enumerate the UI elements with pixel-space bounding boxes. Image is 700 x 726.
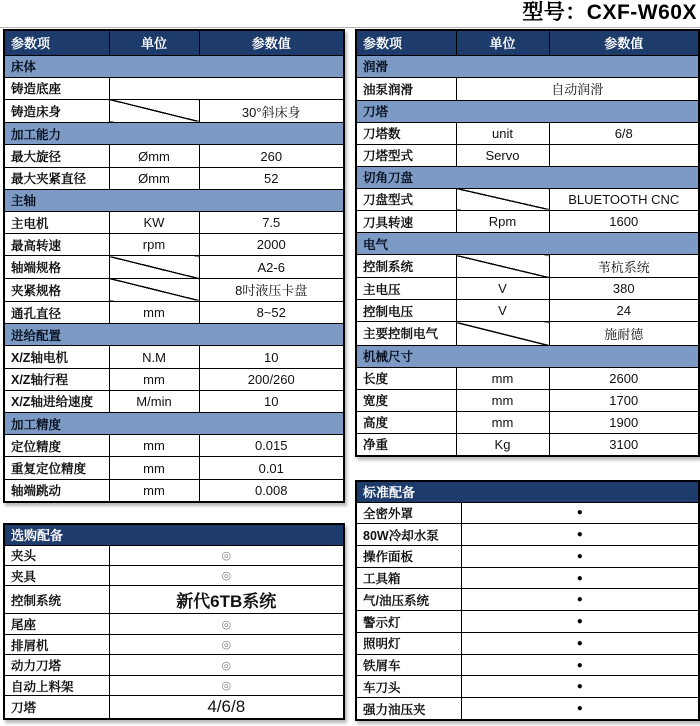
equipment-row <box>4 586 344 614</box>
param-value <box>109 77 344 99</box>
spec-row <box>356 322 699 345</box>
param-unit: mm <box>456 411 549 433</box>
spec-row <box>4 234 344 256</box>
param-value: 10 <box>199 390 344 412</box>
equipment-row <box>4 614 344 634</box>
equipment-label: 操作面板 <box>356 545 461 567</box>
spec-row <box>356 255 699 278</box>
param-value: 7.5 <box>199 212 344 234</box>
equipment-row <box>356 545 699 567</box>
left-spec-table <box>3 29 345 503</box>
column-header: 参数项 <box>356 30 456 55</box>
section-label: 加工精度 <box>4 413 344 435</box>
equipment-label: 80W冷却水泵 <box>356 524 461 546</box>
optional-mark-icon: ◎ <box>109 655 344 675</box>
param-label: X/Z轴进给速度 <box>4 390 109 412</box>
param-label: 刀具转速 <box>356 210 456 232</box>
standard-dot-icon: ● <box>461 654 699 676</box>
param-value: 10 <box>199 346 344 368</box>
param-label: 夹紧规格 <box>4 278 109 301</box>
param-value: 0.01 <box>199 457 344 479</box>
param-value: 24 <box>549 300 699 322</box>
section-label: 主轴 <box>4 189 344 211</box>
equipment-row <box>4 634 344 654</box>
param-unit: N.M <box>109 346 199 368</box>
equipment-row <box>356 698 699 720</box>
column-header: 单位 <box>456 30 549 55</box>
standard-dot-icon: ● <box>461 676 699 698</box>
diagonal-slash-cell <box>109 278 199 301</box>
param-label: 主要控制电气 <box>356 322 456 345</box>
equipment-row <box>4 696 344 719</box>
standard-dot-icon: ● <box>461 545 699 567</box>
equipment-row <box>356 502 699 524</box>
table-title: 选购配备 <box>4 524 344 545</box>
param-label: 刀塔型式 <box>356 144 456 166</box>
param-label: 主电压 <box>356 278 456 300</box>
table-title-row <box>356 481 699 502</box>
spec-row <box>4 167 344 189</box>
spec-row <box>4 278 344 301</box>
param-value: 200/260 <box>199 368 344 390</box>
param-label: 轴端规格 <box>4 256 109 278</box>
param-label: 最大夹紧直径 <box>4 167 109 189</box>
equipment-row <box>4 565 344 585</box>
param-value: 2600 <box>549 367 699 389</box>
section-label: 润滑 <box>356 55 699 77</box>
equipment-row <box>356 524 699 546</box>
param-label: 高度 <box>356 411 456 433</box>
section-label: 进给配置 <box>4 324 344 346</box>
spec-row <box>4 457 344 479</box>
spec-row <box>356 367 699 389</box>
right-spec-table <box>355 29 700 457</box>
section-label: 电气 <box>356 233 699 255</box>
section-label: 床体 <box>4 55 344 77</box>
param-label: 铸造底座 <box>4 77 109 99</box>
param-unit: Kg <box>456 433 549 456</box>
param-label: 重复定位精度 <box>4 457 109 479</box>
spec-row <box>356 278 699 300</box>
param-unit: Ømm <box>109 145 199 167</box>
param-value: 1900 <box>549 411 699 433</box>
column-header: 单位 <box>109 30 199 55</box>
standard-dot-icon: ● <box>461 502 699 524</box>
top-divider-line <box>0 27 700 28</box>
param-label: 控制系统 <box>356 255 456 278</box>
header-row <box>4 30 344 55</box>
equipment-label: 自动上料架 <box>4 675 109 695</box>
spec-row <box>4 99 344 122</box>
section-label: 刀塔 <box>356 100 699 122</box>
standard-dot-icon: ● <box>461 698 699 720</box>
header-row <box>356 30 699 55</box>
param-label: 轴端跳动 <box>4 479 109 502</box>
equipment-row <box>356 654 699 676</box>
param-value: 30°斜床身 <box>199 99 344 122</box>
optional-mark-icon: ◎ <box>109 634 344 654</box>
section-row <box>356 345 699 367</box>
equipment-label: 控制系统 <box>4 586 109 614</box>
equipment-label: 夹头 <box>4 545 109 565</box>
section-row <box>356 233 699 255</box>
column-header: 参数值 <box>549 30 699 55</box>
equipment-row <box>4 655 344 675</box>
param-label: 宽度 <box>356 389 456 411</box>
standard-dot-icon: ● <box>461 589 699 611</box>
param-value: A2-6 <box>199 256 344 278</box>
param-label: 控制电压 <box>356 300 456 322</box>
param-unit: mm <box>109 302 199 324</box>
section-row <box>356 100 699 122</box>
param-unit: V <box>456 300 549 322</box>
param-value: 0.008 <box>199 479 344 502</box>
param-label: 油泵润滑 <box>356 77 456 100</box>
param-value: 260 <box>199 145 344 167</box>
spec-row <box>356 77 699 100</box>
section-label: 加工能力 <box>4 123 344 145</box>
spec-row <box>4 346 344 368</box>
param-value: 8~52 <box>199 302 344 324</box>
spec-row <box>4 77 344 99</box>
spec-row <box>4 256 344 278</box>
param-label: 最高转速 <box>4 234 109 256</box>
standard-dot-icon: ● <box>461 524 699 546</box>
param-value: 0.015 <box>199 435 344 457</box>
equipment-label: 全密外罩 <box>356 502 461 524</box>
standard-dot-icon: ● <box>461 611 699 633</box>
param-unit: mm <box>109 457 199 479</box>
section-row <box>4 413 344 435</box>
param-label: 刀盘型式 <box>356 188 456 210</box>
param-unit: V <box>456 278 549 300</box>
param-value: 1600 <box>549 210 699 232</box>
equipment-row <box>356 676 699 698</box>
model-title: 型号：CXF-W60X <box>522 1 697 24</box>
param-label: 刀塔数 <box>356 122 456 144</box>
param-unit: Rpm <box>456 210 549 232</box>
spec-row <box>356 389 699 411</box>
param-value: 2000 <box>199 234 344 256</box>
spec-row <box>4 145 344 167</box>
param-value: 6/8 <box>549 122 699 144</box>
param-value: BLUETOOTH CNC <box>549 188 699 210</box>
param-unit: mm <box>456 367 549 389</box>
param-value: 1700 <box>549 389 699 411</box>
spec-row <box>4 390 344 412</box>
column-header: 参数值 <box>199 30 344 55</box>
spec-row <box>356 144 699 166</box>
equipment-label: 尾座 <box>4 614 109 634</box>
section-row <box>356 55 699 77</box>
spec-row <box>4 435 344 457</box>
section-label: 机械尺寸 <box>356 345 699 367</box>
param-value: 3100 <box>549 433 699 456</box>
spec-row <box>4 368 344 390</box>
spec-row <box>356 411 699 433</box>
param-label: 铸造床身 <box>4 99 109 122</box>
param-label: 通孔直径 <box>4 302 109 324</box>
param-label: 主电机 <box>4 212 109 234</box>
param-value: 自动润滑 <box>456 77 699 100</box>
equipment-label: 动力刀塔 <box>4 655 109 675</box>
param-value: 施耐德 <box>549 322 699 345</box>
section-row <box>4 123 344 145</box>
param-unit: M/min <box>109 390 199 412</box>
param-label: X/Z轴电机 <box>4 346 109 368</box>
param-unit: KW <box>109 212 199 234</box>
section-row <box>356 166 699 188</box>
equipment-label: 排屑机 <box>4 634 109 654</box>
param-unit: mm <box>109 368 199 390</box>
equipment-label: 照明灯 <box>356 632 461 654</box>
optional-mark-icon: ◎ <box>109 545 344 565</box>
param-label: 净重 <box>356 433 456 456</box>
spec-row <box>356 300 699 322</box>
param-label: 长度 <box>356 367 456 389</box>
section-label: 切角刀盘 <box>356 166 699 188</box>
spec-row <box>4 302 344 324</box>
diagonal-slash-cell <box>109 99 199 122</box>
diagonal-slash-cell <box>456 255 549 278</box>
equipment-row <box>356 632 699 654</box>
diagonal-slash-cell <box>456 188 549 210</box>
optional-equipment-table <box>3 523 345 720</box>
param-value: 52 <box>199 167 344 189</box>
optional-mark-icon: ◎ <box>109 675 344 695</box>
optional-mark-icon: ◎ <box>109 614 344 634</box>
spec-row <box>4 212 344 234</box>
param-label: X/Z轴行程 <box>4 368 109 390</box>
equipment-row <box>356 589 699 611</box>
equipment-row <box>356 611 699 633</box>
equipment-row <box>4 545 344 565</box>
param-value: 苇杭系统 <box>549 255 699 278</box>
equipment-label: 刀塔 <box>4 696 109 719</box>
section-row <box>4 189 344 211</box>
equipment-label: 夹具 <box>4 565 109 585</box>
standard-dot-icon: ● <box>461 632 699 654</box>
equipment-row <box>4 675 344 695</box>
param-label: 定位精度 <box>4 435 109 457</box>
equipment-label: 工具箱 <box>356 567 461 589</box>
equipment-label: 铁屑车 <box>356 654 461 676</box>
param-unit: mm <box>456 389 549 411</box>
equipment-row <box>356 567 699 589</box>
table-title-row <box>4 524 344 545</box>
standard-dot-icon: ● <box>461 567 699 589</box>
equipment-label: 车刀头 <box>356 676 461 698</box>
standard-equipment-table <box>355 480 700 721</box>
table-title: 标准配备 <box>356 481 699 502</box>
spec-row <box>356 210 699 232</box>
param-value <box>549 144 699 166</box>
param-unit: mm <box>109 435 199 457</box>
param-value: 380 <box>549 278 699 300</box>
equipment-label: 警示灯 <box>356 611 461 633</box>
spec-row <box>356 122 699 144</box>
param-unit: mm <box>109 479 199 502</box>
param-unit: unit <box>456 122 549 144</box>
param-label: 最大旋径 <box>4 145 109 167</box>
diagonal-slash-cell <box>456 322 549 345</box>
section-row <box>4 55 344 77</box>
param-value: 8吋液压卡盘 <box>199 278 344 301</box>
diagonal-slash-cell <box>109 256 199 278</box>
param-unit: Ømm <box>109 167 199 189</box>
spec-row <box>4 479 344 502</box>
equipment-label: 气/油压系统 <box>356 589 461 611</box>
equipment-value: 4/6/8 <box>109 696 344 719</box>
equipment-value: 新代6TB系统 <box>109 586 344 614</box>
param-unit: Servo <box>456 144 549 166</box>
optional-mark-icon: ◎ <box>109 565 344 585</box>
column-header: 参数项 <box>4 30 109 55</box>
equipment-label: 强力油压夹 <box>356 698 461 720</box>
spec-row <box>356 433 699 456</box>
param-unit: rpm <box>109 234 199 256</box>
section-row <box>4 324 344 346</box>
spec-row <box>356 188 699 210</box>
